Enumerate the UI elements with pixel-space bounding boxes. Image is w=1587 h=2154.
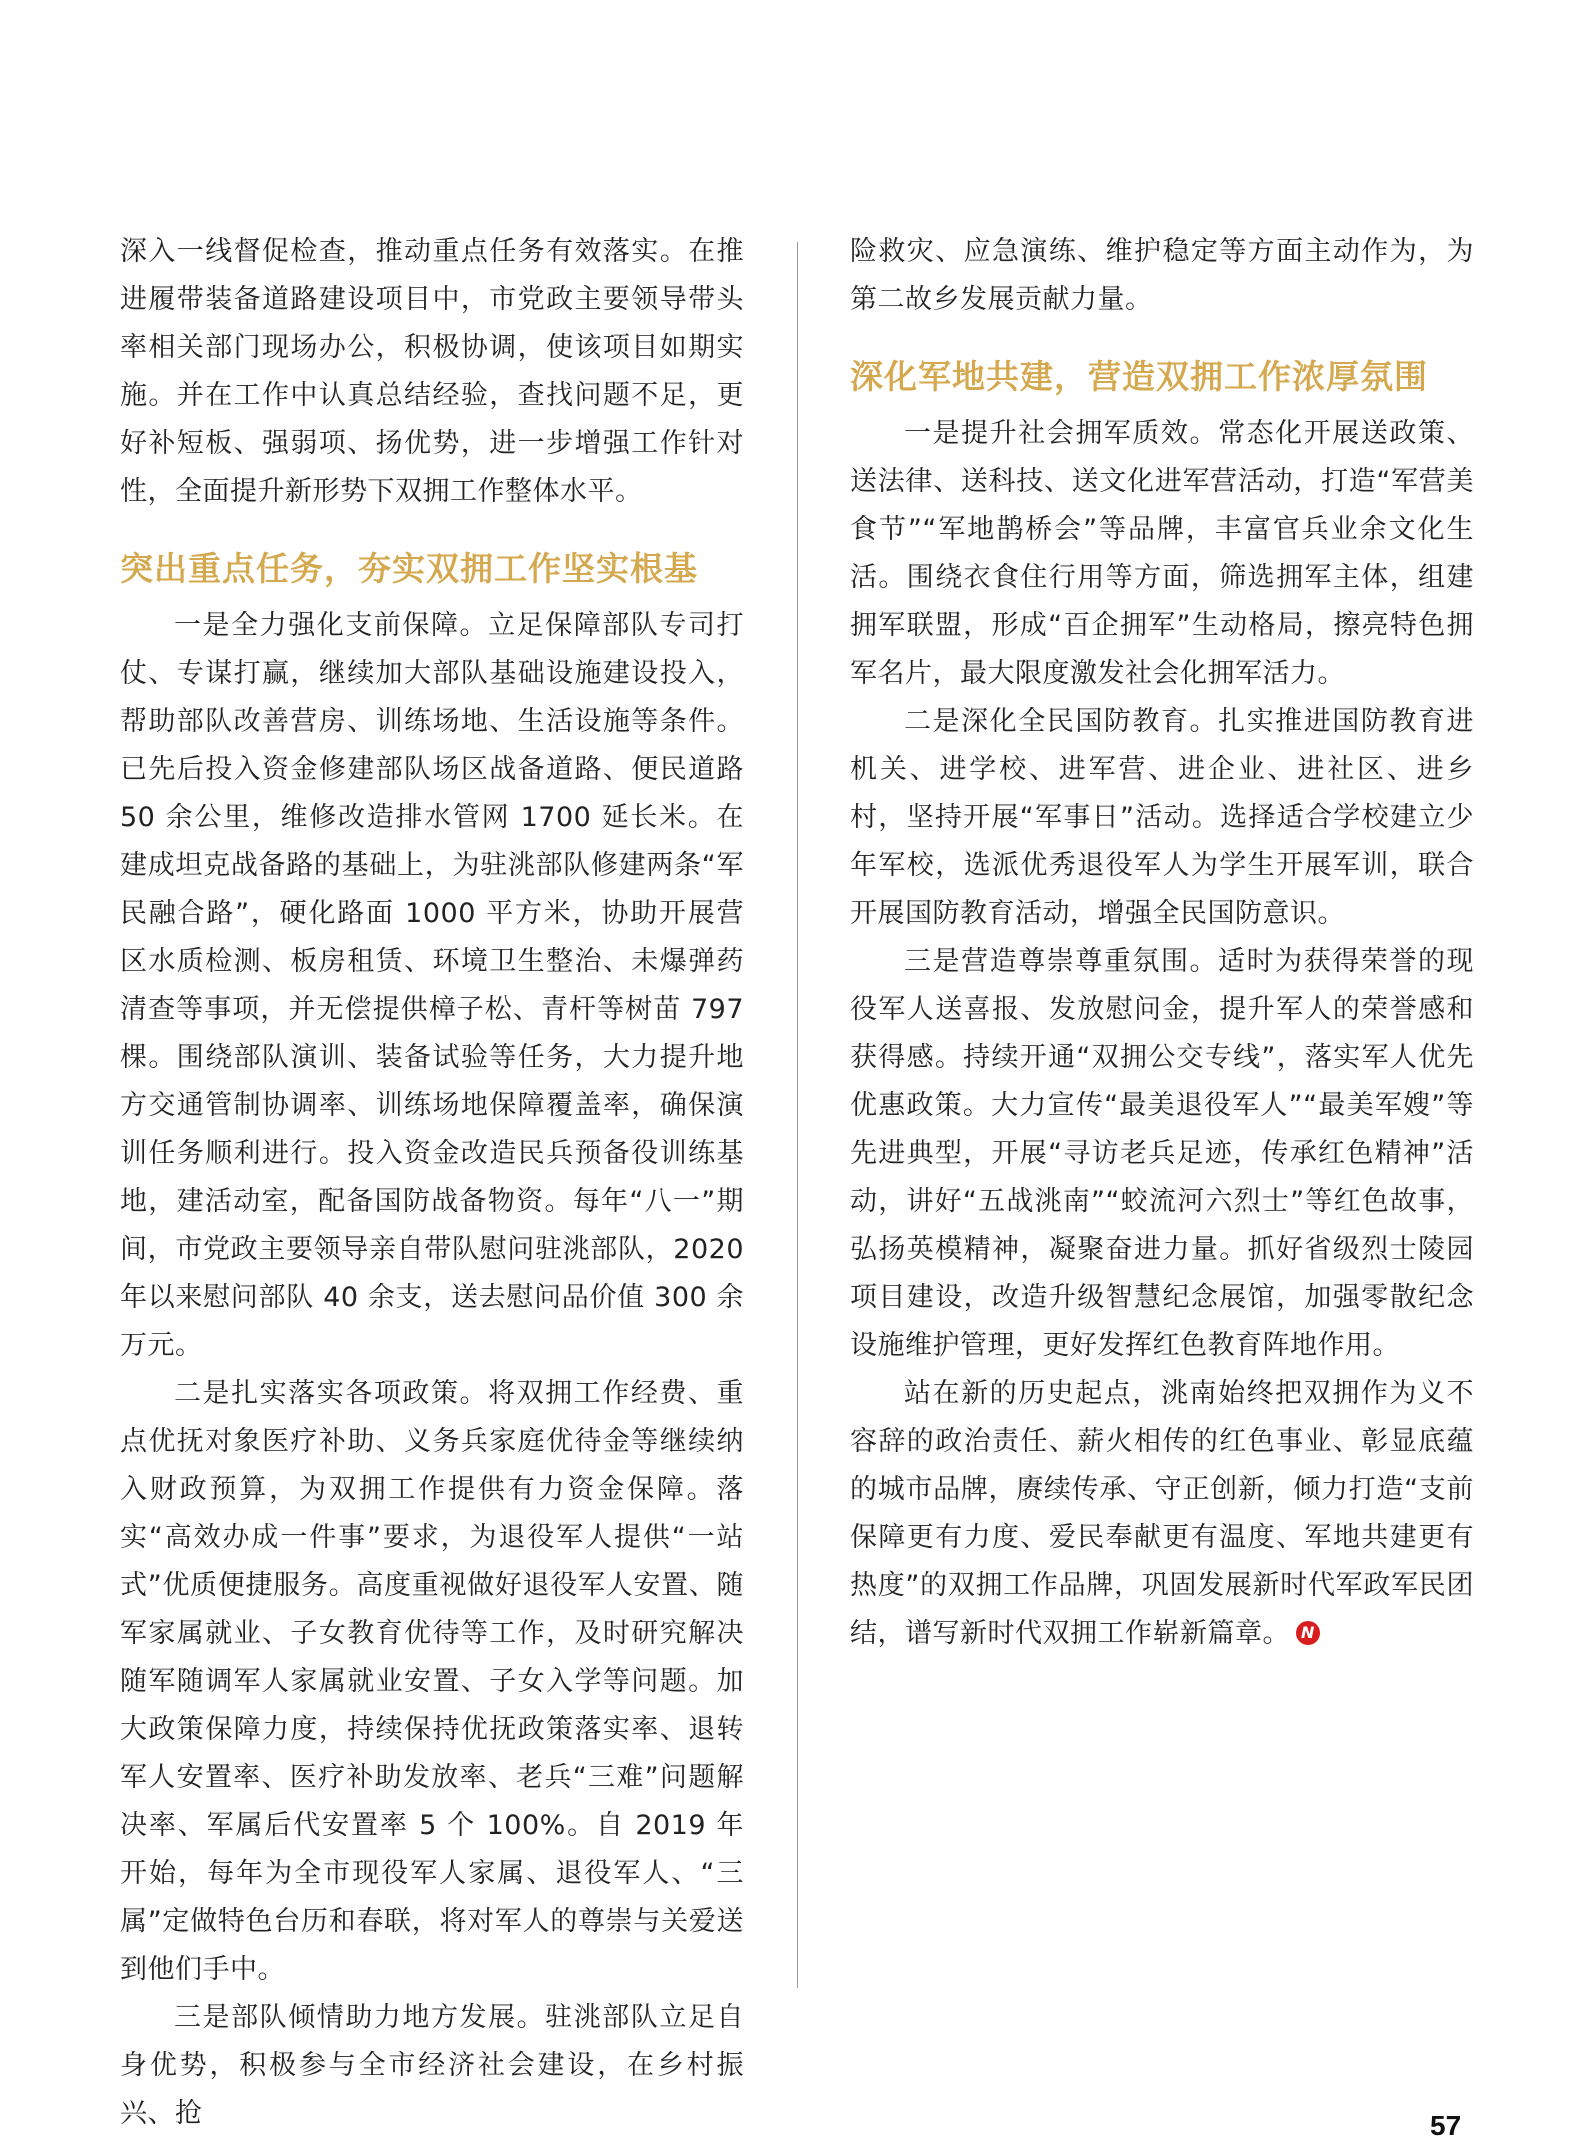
paragraph: 深入一线督促检查，推动重点任务有效落实。在推进履带装备道路建设项目中，市党政主要领导带头率相关部门现场办公，积极协调，使该项目如期实施。并在工作中认真总结经验，查找问题不足，更好补短板、强弱项、扬优势，进一步增强工作针对性，全面提升新形势下双拥工作整体水平。: [120, 236, 744, 507]
page-number: 57: [1430, 2110, 1462, 2141]
paragraph: 险救灾、应急演练、维护稳定等方面主动作为，为第二故乡发展贡献力量。: [850, 236, 1474, 315]
paragraph: 一是提升社会拥军质效。常态化开展送政策、送法律、送科技、送文化进军营活动，打造“军营美食节”“军地鹊桥会”等品牌，丰富官兵业余文化生活。围绕衣食住行用等方面，筛选拥军主体，组建拥军联盟，形成“百企拥军”生动格局，擦亮特色拥军名片，最大限度激发社会化拥军活力。: [850, 418, 1474, 689]
paragraph: 三是部队倾情助力地方发展。驻洮部队立足自身优势，积极参与全市经济社会建设，在乡村振兴、抢: [120, 2002, 744, 2129]
closing-paragraph-text: 站在新的历史起点，洮南始终把双拥作为义不容辞的政治责任、薪火相传的红色事业、彰显底蕴的城市品牌，赓续传承、守正创新，倾力打造“支前保障更有力度、爱民奉献更有温度、军地共建更有热度”的双拥工作品牌，巩固发展新时代军政军民团结，谱写新时代双拥工作崭新篇章。: [850, 1378, 1474, 1649]
column-divider: [797, 242, 798, 1988]
paragraph: 三是营造尊崇尊重氛围。适时为获得荣誉的现役军人送喜报、发放慰问金，提升军人的荣誉感和获得感。持续开通“双拥公交专线”，落实军人优先优惠政策。大力宣传“最美退役军人”“最美军嫂”等先进典型，开展“寻访老兵足迹，传承红色精神”活动，讲好“五战洮南”“蛟流河六烈士”等红色故事，弘扬英模精神，凝聚奋进力量。抓好省级烈士陵园项目建设，改造升级智慧纪念展馆，加强零散纪念设施维护管理，更好发挥红色教育阵地作用。: [850, 946, 1474, 1361]
section-heading: 突出重点任务，夯实双拥工作坚实根基: [120, 549, 698, 588]
left-column: [120, 228, 744, 2138]
paragraph: 二是扎实落实各项政策。将双拥工作经费、重点优抚对象医疗补助、义务兵家庭优待金等继续纳入财政预算，为双拥工作提供有力资金保障。落实“高效办成一件事”要求，为退役军人提供“一站式”优质便捷服务。高度重视做好退役军人安置、随军家属就业、子女教育优待等工作，及时研究解决随军随调军人家属就业安置、子女入学等问题。加大政策保障力度，持续保持优抚政策落实率、退转军人安置率、医疗补助发放率、老兵“三难”问题解决率、军属后代安置率 5 个 100%。自 2019 年开始，每年为全市现役军人家属、退役军人、“三属”定做特色台历和春联，将对军人的尊崇与关爱送到他们手中。: [120, 1378, 744, 1985]
closing-paragraph: [850, 1370, 1474, 1658]
article-end-icon: N: [1296, 1621, 1320, 1645]
right-column: [850, 228, 1474, 1658]
paragraph: 二是深化全民国防教育。扎实推进国防教育进机关、进学校、进军营、进企业、进社区、进乡村，坚持开展“军事日”活动。选择适合学校建立少年军校，选派优秀退役军人为学生开展军训，联合开展国防教育活动，增强全民国防意识。: [850, 706, 1474, 929]
section-heading: 深化军地共建，营造双拥工作浓厚氛围: [850, 357, 1428, 396]
paragraph: 一是全力强化支前保障。立足保障部队专司打仗、专谋打赢，继续加大部队基础设施建设投入，帮助部队改善营房、训练场地、生活设施等条件。已先后投入资金修建部队场区战备道路、便民道路 50 余公里，维修改造排水管网 1700 延长米。在建成坦克战备路的基础上，为驻洮部队修建两条“军民融合路”，硬化路面 1000 平方米，协助开展营区水质检测、板房租赁、环境卫生整治、未爆弹药清查等事项，并无偿提供樟子松、青杆等树苗 797 棵。围绕部队演训、装备试验等任务，大力提升地方交通管制协调率、训练场地保障覆盖率，确保演训任务顺利进行。投入资金改造民兵预备役训练基地，建活动室，配备国防战备物资。每年“八一”期间，市党政主要领导亲自带队慰问驻洮部队，2020 年以来慰问部队 40 余支，送去慰问品价值 300 余万元。: [120, 610, 744, 1361]
